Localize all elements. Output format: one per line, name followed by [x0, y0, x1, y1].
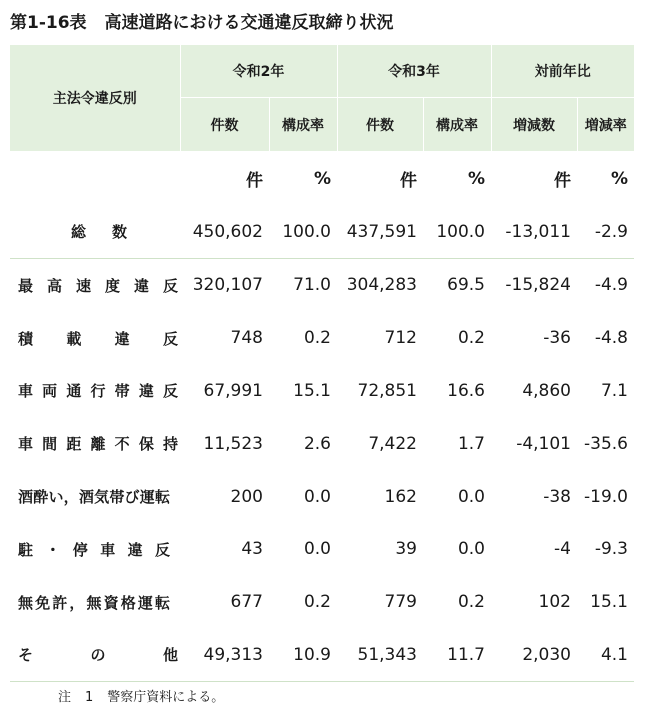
violation-table	[10, 45, 634, 682]
unit-cell: %	[467, 168, 485, 189]
row-label: 車間距離不保持	[18, 435, 178, 454]
table-cell: 677	[230, 592, 263, 613]
table-cell: 748	[230, 328, 263, 349]
table-row	[10, 259, 634, 312]
table-cell: 1.7	[457, 433, 485, 454]
table-cell: 712	[384, 328, 417, 349]
table-cell: 100.0	[436, 221, 485, 242]
subcol-header: 増減率	[577, 98, 634, 152]
row-label: その他	[18, 646, 178, 665]
table-number: 第1-16表	[10, 13, 87, 33]
table-cell: -19.0	[584, 486, 628, 507]
subcol-header: 増減数	[491, 98, 577, 152]
table-row	[10, 523, 634, 576]
group-header-r2: 令和2年	[180, 45, 337, 98]
table-cell: 72,851	[357, 380, 417, 401]
unit-cell: 件	[400, 171, 417, 191]
table-cell: 69.5	[423, 259, 491, 312]
table-cell: 11.7	[423, 629, 491, 682]
table-cell: 100.0	[282, 221, 331, 242]
unit-cell: 件	[554, 171, 571, 191]
table-cell: 7,422	[368, 433, 417, 454]
table-cell: 162	[384, 486, 417, 507]
unit-cell: 件	[246, 171, 263, 191]
table-cell: 0.2	[457, 328, 485, 349]
subcol-header: 構成率	[269, 98, 337, 152]
row-label: 車両通行帯違反	[18, 382, 178, 401]
table-row	[10, 365, 634, 418]
table-cell: 7.1	[600, 380, 628, 401]
subcol-header: 構成率	[423, 98, 491, 152]
table-cell: -36	[543, 328, 571, 349]
table-cell: 779	[384, 592, 417, 613]
unit-cell: %	[313, 168, 331, 189]
table-cell: 320,107	[180, 259, 269, 312]
table-row	[10, 576, 634, 629]
table-cell: 0.0	[303, 539, 331, 560]
table-cell: 0.0	[457, 539, 485, 560]
table-cell: 15.1	[293, 380, 331, 401]
table-cell: -2.9	[594, 221, 628, 242]
unit-cell: %	[610, 168, 628, 189]
table-cell: 0.2	[303, 328, 331, 349]
table-cell: 4,860	[522, 380, 571, 401]
table-cell: -4,101	[516, 433, 571, 454]
table-row	[10, 312, 634, 365]
unit-row	[10, 152, 634, 206]
group-header-yoy: 対前年比	[491, 45, 634, 98]
table-title	[10, 8, 394, 33]
footnote-prefix: 注	[58, 690, 72, 705]
total-row	[10, 205, 634, 259]
table-cell: 0.2	[303, 592, 331, 613]
table-cell: 4.1	[577, 629, 634, 682]
footnote-text: 警察庁資料による。	[107, 690, 225, 705]
table-cell: 450,602	[192, 221, 263, 242]
table-cell: 0.2	[457, 592, 485, 613]
table-cell: 0.0	[303, 486, 331, 507]
table-cell: 71.0	[269, 259, 337, 312]
table-row	[10, 417, 634, 470]
table-cell: 67,991	[203, 380, 263, 401]
table-cell: 49,313	[180, 629, 269, 682]
row-label: 無免許，無資格運転	[18, 593, 170, 612]
header-row-groups	[10, 45, 634, 98]
table-cell: 0.0	[457, 486, 485, 507]
table-cell: -35.6	[584, 433, 628, 454]
table-cell: 2,030	[491, 629, 577, 682]
table-cell: 304,283	[337, 259, 423, 312]
table-cell: 437,591	[346, 221, 417, 242]
row-label: 積載違反	[18, 329, 178, 348]
table-cell: 16.6	[447, 380, 485, 401]
row-label: 最高速度違反	[18, 276, 178, 295]
table-cell: -13,011	[505, 221, 571, 242]
table-cell: 10.9	[269, 629, 337, 682]
group-header-r3: 令和3年	[337, 45, 491, 98]
table-cell: 200	[230, 486, 263, 507]
table-cell: -15,824	[491, 259, 577, 312]
table-cell: -38	[543, 486, 571, 507]
row-label: 駐・停車違反	[18, 540, 170, 559]
table-cell: -4	[554, 539, 571, 560]
table-title-text: 高速道路における交通違反取締り状況	[104, 13, 394, 33]
table-cell: 51,343	[337, 629, 423, 682]
table-row	[10, 470, 634, 523]
footnote-index: 1	[85, 690, 94, 705]
table-cell: -9.3	[594, 539, 628, 560]
row-label: 総数	[71, 223, 127, 241]
table-cell: 43	[241, 539, 263, 560]
table-cell: 39	[395, 539, 417, 560]
subcol-header: 件数	[180, 98, 269, 152]
table-cell: -4.9	[577, 259, 634, 312]
table-cell: 15.1	[590, 592, 628, 613]
table-row	[10, 629, 634, 682]
table-cell: -4.8	[594, 328, 628, 349]
table-cell: 2.6	[303, 433, 331, 454]
row-label: 酒酔い，酒気帯び運転	[18, 488, 170, 507]
footnote	[58, 686, 238, 705]
category-header: 主法令違反別	[10, 45, 180, 152]
table-cell: 11,523	[203, 433, 263, 454]
subcol-header: 件数	[337, 98, 423, 152]
table-cell: 102	[538, 592, 571, 613]
